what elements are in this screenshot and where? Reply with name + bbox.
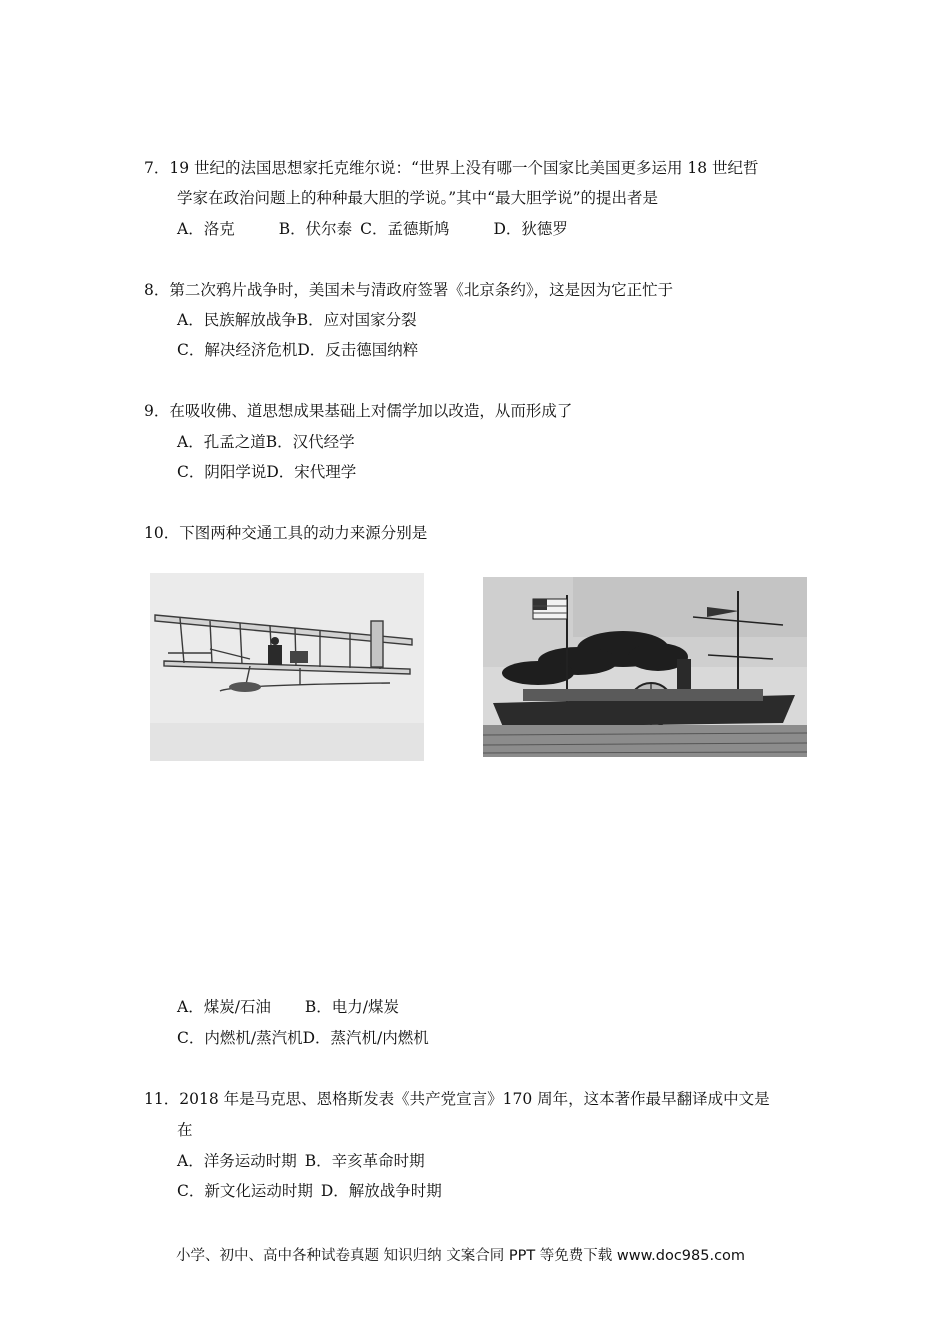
question-8-stem: 8．第二次鸦片战争时，美国未与清政府签署《北京条约》，这是因为它正忙于 xyxy=(144,281,674,299)
question-11-option-a: A．洋务运动时期 xyxy=(177,1152,297,1170)
question-11-options-row-2 xyxy=(177,1181,442,1201)
question-11-number: 11． xyxy=(144,1090,180,1108)
question-10-option-a: A．煤炭/石油 xyxy=(177,998,271,1016)
question-10-option-c: C．内燃机/蒸汽机 xyxy=(177,1029,303,1047)
question-7-options xyxy=(177,219,568,239)
question-11-option-b: B．辛亥革命时期 xyxy=(304,1152,425,1170)
question-8-options-row-1 xyxy=(177,310,417,330)
question-11-options-row-1 xyxy=(177,1151,425,1171)
question-10-options-row-2 xyxy=(177,1028,429,1048)
question-10-number: 10． xyxy=(144,524,180,542)
question-9-option-b: B．汉代经学 xyxy=(265,433,355,451)
question-10-options-row-1 xyxy=(177,997,399,1017)
question-9-number: 9． xyxy=(144,402,170,420)
page-footer: 小学、初中、高中各种试卷真题 知识归纳 文案合同 PPT 等免费下载 www.doc985.com xyxy=(176,1248,746,1264)
question-7-option-d: D．狄德罗 xyxy=(493,220,568,238)
question-7-stem-line-1: 7．19 世纪的法国思想家托克维尔说：“世界上没有哪一个国家比美国更多运用 18 世纪哲 xyxy=(144,159,759,177)
question-7-option-b: B．伏尔泰 xyxy=(278,220,353,238)
question-10-option-d: D．蒸汽机/内燃机 xyxy=(302,1029,429,1047)
question-8-options-row-2 xyxy=(177,340,418,360)
question-8-option-d: D．反击德国纳粹 xyxy=(297,341,419,359)
question-11-stem-line-1: 11．2018 年是马克思、恩格斯发表《共产党宣言》170 周年，这本著作最早翻译成中文是 xyxy=(144,1090,770,1108)
question-10-stem: 10．下图两种交通工具的动力来源分别是 xyxy=(144,524,428,542)
question-8-number: 8． xyxy=(144,281,170,299)
question-8-option-c: C．解决经济危机 xyxy=(177,341,298,359)
question-11-stem-line-2: 在 xyxy=(177,1121,193,1139)
steamboat-photo xyxy=(483,577,807,757)
question-8-option-a: A．民族解放战争 xyxy=(177,311,297,329)
question-7-number: 7． xyxy=(144,159,170,177)
question-9-option-c: C．阴阳学说 xyxy=(177,463,267,481)
question-7-option-c: C．孟德斯鸠 xyxy=(360,220,450,238)
question-9-option-a: A．孔孟之道 xyxy=(177,433,266,451)
question-7-option-a: A．洛克 xyxy=(177,220,235,238)
airplane-photo xyxy=(150,573,424,761)
question-8-option-b: B．应对国家分裂 xyxy=(296,311,417,329)
question-11-option-d: D．解放战争时期 xyxy=(320,1182,442,1200)
question-7-stem-line-2: 学家在政治问题上的种种最大胆的学说。”其中“最大胆学说”的提出者是 xyxy=(177,189,659,207)
question-10-option-b: B．电力/煤炭 xyxy=(304,998,400,1016)
question-9-options-row-2 xyxy=(177,462,356,482)
question-11-option-c: C．新文化运动时期 xyxy=(177,1182,313,1200)
question-9-option-d: D．宋代理学 xyxy=(266,463,357,481)
question-9-options-row-1 xyxy=(177,432,355,452)
question-9-stem: 9．在吸收佛、道思想成果基础上对儒学加以改造，从而形成了 xyxy=(144,402,573,420)
